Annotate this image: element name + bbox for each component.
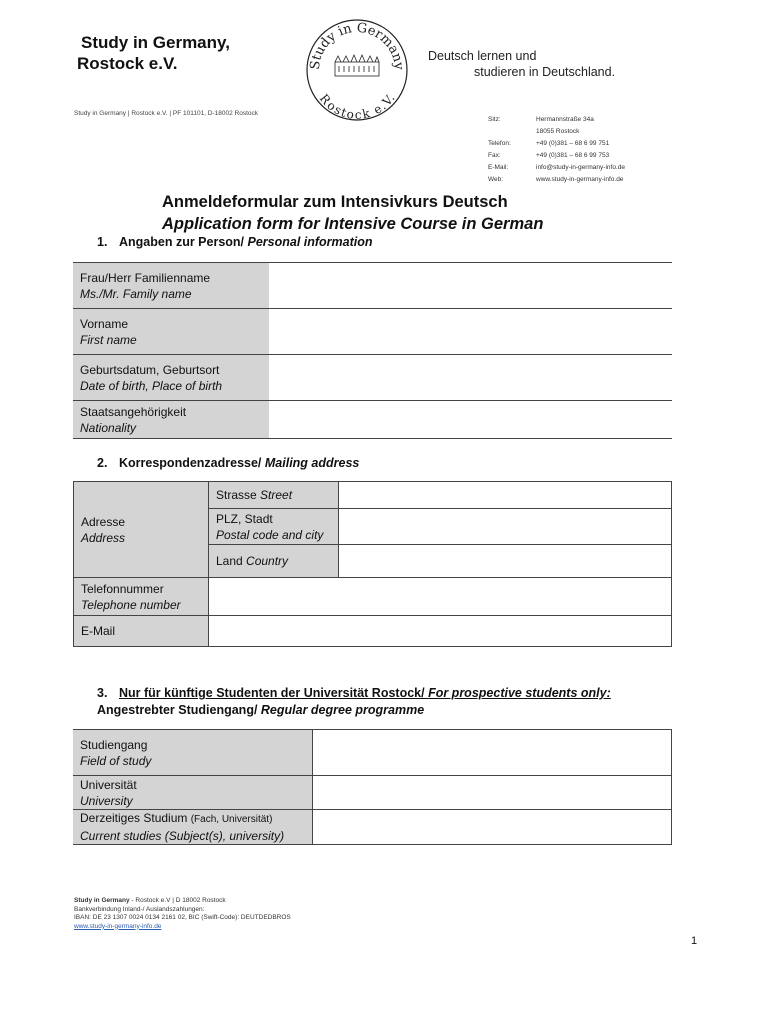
family-name-label: Frau/Herr Familienname Ms./Mr. Family name bbox=[73, 263, 269, 309]
first-name-label: Vorname First name bbox=[73, 309, 269, 355]
section3-heading-rest-de: Angestrebter Studiengang/ bbox=[97, 703, 261, 717]
email-label: E-Mail: bbox=[488, 164, 509, 171]
svg-text:Study in Germany bbox=[308, 21, 406, 71]
logo-bottom-text: Rostock e.V. bbox=[316, 91, 398, 122]
seat-line1: Hermannstraße 34a bbox=[536, 116, 594, 123]
section2-number: 2. bbox=[97, 456, 108, 470]
nationality-label: Staatsangehörigkeit Nationality bbox=[73, 401, 269, 439]
family-name-field[interactable] bbox=[269, 263, 672, 309]
fax-value: +49 (0)381 – 68 6 99 753 bbox=[536, 152, 610, 159]
section3-number: 3. bbox=[97, 686, 108, 700]
web-label: Web: bbox=[488, 176, 504, 183]
footer-website-link[interactable]: www.study-in-germany-info.de bbox=[74, 922, 162, 930]
email-field-label: E-Mail bbox=[74, 616, 209, 647]
form-title-de: Anmeldeformular zum Intensivkurs Deutsch bbox=[162, 193, 508, 211]
svg-text:Rostock e.V. bbox=[317, 91, 398, 121]
slogan bbox=[428, 48, 615, 80]
first-name-field[interactable] bbox=[269, 309, 672, 355]
form-title bbox=[162, 191, 761, 235]
logo-top-text: Study in Germany bbox=[307, 20, 407, 71]
seat-label: Sitz: bbox=[488, 116, 501, 123]
section2-heading bbox=[97, 456, 359, 470]
building-facade-icon bbox=[335, 55, 379, 76]
postal-city-field[interactable] bbox=[339, 509, 672, 545]
organization-logo bbox=[305, 18, 409, 122]
mailing-address-table bbox=[73, 481, 672, 647]
study-programme-table bbox=[73, 729, 672, 845]
email-field[interactable] bbox=[209, 616, 672, 647]
section3-heading-rest-en: Regular degree programme bbox=[260, 703, 425, 717]
nationality-field[interactable] bbox=[269, 401, 672, 439]
org-name-line1: Study in Germany, bbox=[81, 33, 230, 52]
org-name-line2: Rostock e.V. bbox=[77, 54, 178, 73]
country-field[interactable] bbox=[339, 545, 672, 578]
email-value: info@study-in-germany-info.de bbox=[536, 164, 625, 171]
slogan-line1: Deutsch lernen und bbox=[428, 49, 537, 63]
section1-number: 1. bbox=[97, 235, 108, 249]
university-label: Universität University bbox=[73, 776, 313, 810]
fax-label: Fax: bbox=[488, 152, 501, 159]
section1-heading-en: Personal information bbox=[247, 235, 373, 249]
section2-heading-en: Mailing address bbox=[264, 456, 360, 470]
current-studies-field[interactable] bbox=[313, 810, 672, 845]
country-label: Land Country bbox=[209, 545, 339, 578]
organization-name bbox=[77, 32, 230, 74]
section3-heading-en: For prospective students only: bbox=[428, 686, 611, 700]
phone-number-label: Telefonnummer Telephone number bbox=[74, 578, 209, 616]
current-studies-label: Derzeitiges Studium (Fach, Universität) Current studies (Subject(s), university) bbox=[73, 810, 313, 845]
phone-value: +49 (0)381 – 68 6 99 751 bbox=[536, 140, 610, 147]
footer-org: Study in Germany bbox=[74, 897, 130, 904]
section3-heading bbox=[97, 685, 657, 719]
contact-block bbox=[486, 113, 627, 187]
seat-line2: 18055 Rostock bbox=[536, 128, 580, 135]
slogan-line2: studieren in Deutschland. bbox=[474, 65, 616, 79]
section1-heading-de: Angaben zur Person/ bbox=[119, 235, 248, 249]
birth-date-place-label: Geburtsdatum, Geburtsort Date of birth, Place of birth bbox=[73, 355, 269, 401]
field-of-study-field[interactable] bbox=[313, 730, 672, 776]
street-label: Strasse Street bbox=[209, 482, 339, 509]
section3-heading-de: Nur für künftige Studenten der Universität Rostock/ bbox=[119, 686, 429, 700]
birth-date-place-field[interactable] bbox=[269, 355, 672, 401]
street-field[interactable] bbox=[339, 482, 672, 509]
university-field[interactable] bbox=[313, 776, 672, 810]
footer-org-rest: - Rostock e.V | D 18002 Rostock bbox=[129, 897, 226, 904]
address-label: Adresse Address bbox=[74, 482, 209, 578]
phone-number-field[interactable] bbox=[209, 578, 672, 616]
footer-bank: Bankverbindung Inland-/ Auslandszahlungen: bbox=[74, 905, 205, 913]
phone-label: Telefon: bbox=[488, 140, 511, 147]
web-value: www.study-in-germany-info.de bbox=[536, 176, 624, 183]
postal-city-label: PLZ, Stadt Postal code and city bbox=[209, 509, 339, 545]
return-address: Study in Germany | Rostock e.V. | PF 101101, D-18002 Rostock bbox=[74, 110, 259, 117]
footer-iban: IBAN: DE 23 1307 0024 0134 2161 02, BIC (Swift-Code): DEUTDEDBROS bbox=[74, 914, 291, 921]
page-number: 1 bbox=[691, 935, 698, 947]
section2-heading-de: Korrespondenzadresse/ bbox=[119, 456, 265, 470]
footer bbox=[74, 897, 291, 931]
personal-info-table bbox=[73, 262, 672, 439]
section1-heading bbox=[97, 235, 373, 249]
field-of-study-label: Studiengang Field of study bbox=[73, 730, 313, 776]
form-title-en: Application form for Intensive Course in German bbox=[162, 215, 544, 233]
